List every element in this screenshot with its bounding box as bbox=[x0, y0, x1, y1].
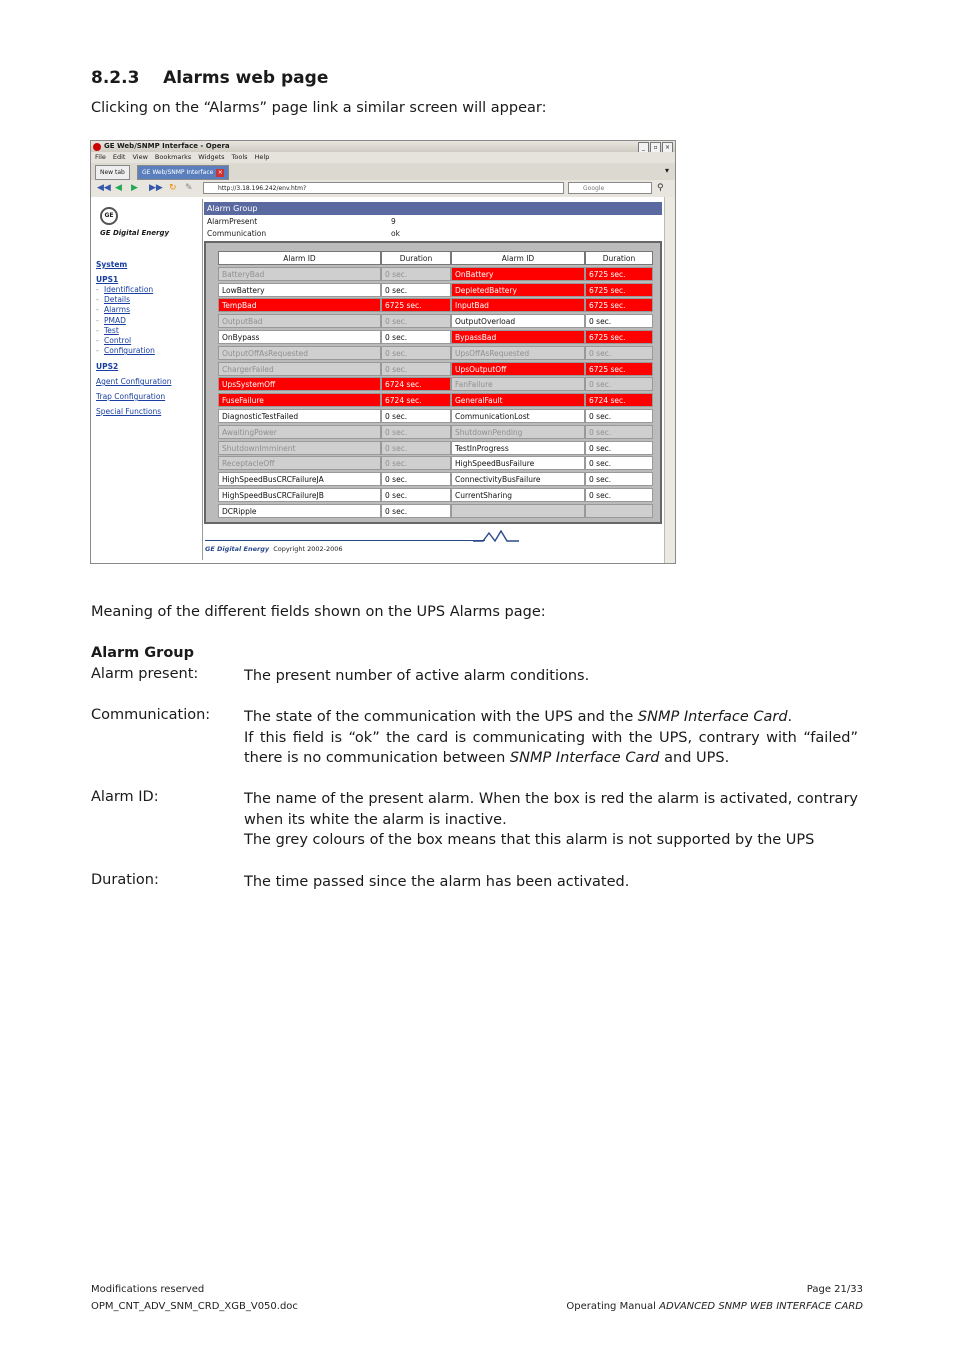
def-term-communication: Communication: bbox=[91, 707, 211, 723]
nav-bar bbox=[91, 180, 675, 197]
sidebar: GE GE Digital Energy System UPS1 - Identification - Details - Alarms - PMAD - Test - Control - Configuration UPS2 Agent Configuration Trap Configuration Special Functions bbox=[92, 199, 203, 560]
duration-cell: 0 sec. bbox=[381, 504, 451, 518]
alarm-id-cell: OutputBad bbox=[218, 314, 381, 328]
alarm-id-cell: ShutdownImminent bbox=[218, 441, 381, 455]
duration-cell: 6725 sec. bbox=[585, 362, 653, 376]
comm-p2b: and UPS. bbox=[659, 750, 730, 766]
alarm-id-cell: ChargerFailed bbox=[218, 362, 381, 376]
section-number: 8.2.3 bbox=[91, 68, 140, 88]
alarm-id-cell: TempBad bbox=[218, 298, 381, 312]
menu-bar bbox=[91, 152, 676, 163]
browser-screenshot bbox=[90, 140, 676, 564]
header-duration-2: Duration bbox=[585, 251, 653, 265]
duration-cell: 0 sec. bbox=[585, 346, 653, 360]
maximize-button[interactable]: ▫ bbox=[650, 142, 661, 153]
alarm-present-row bbox=[207, 217, 396, 226]
footer-manual-name: ADVANCED SNMP WEB INTERFACE CARD bbox=[659, 1301, 863, 1312]
sidebar-link-alarms[interactable]: Alarms bbox=[104, 305, 130, 314]
menu-bookmarks[interactable]: Bookmarks bbox=[154, 153, 192, 161]
meaning-intro: Meaning of the different fields shown on the UPS Alarms page: bbox=[91, 604, 546, 620]
duration-cell: 0 sec. bbox=[381, 472, 451, 486]
close-window-button[interactable]: × bbox=[662, 142, 673, 153]
tab-new[interactable] bbox=[95, 165, 130, 180]
duration-cell: 6724 sec. bbox=[585, 393, 653, 407]
fast-forward-icon[interactable]: ▶▶ bbox=[149, 183, 163, 193]
alarm-id-cell: UpsOffAsRequested bbox=[451, 346, 585, 360]
alarm-id-cell: CurrentSharing bbox=[451, 488, 585, 502]
alarm-id-cell: CommunicationLost bbox=[451, 409, 585, 423]
def-term-duration: Duration: bbox=[91, 872, 159, 888]
alarm-id-cell: UpsOutputOff bbox=[451, 362, 585, 376]
duration-cell: 0 sec. bbox=[585, 314, 653, 328]
duration-cell: 6725 sec. bbox=[381, 298, 451, 312]
forward-icon[interactable]: ▶ bbox=[131, 183, 138, 193]
alarm-id-cell: HighSpeedBusFailure bbox=[451, 456, 585, 470]
alarm-present-value: 9 bbox=[391, 217, 396, 226]
menu-file[interactable]: File bbox=[95, 153, 106, 161]
duration-cell: 0 sec. bbox=[585, 409, 653, 423]
duration-cell: 0 sec. bbox=[585, 488, 653, 502]
communication-row bbox=[207, 229, 400, 238]
alarm-id-cell: InputBad bbox=[451, 298, 585, 312]
intro-text: Clicking on the “Alarms” page link a similar screen will appear: bbox=[91, 100, 547, 116]
sidebar-link-configuration[interactable]: Configuration bbox=[104, 346, 155, 355]
communication-value: ok bbox=[391, 229, 400, 238]
alarm-id-cell bbox=[451, 504, 585, 518]
def-desc-communication bbox=[244, 707, 858, 769]
comm-p1a: The state of the communication with the UPS and the bbox=[244, 709, 638, 725]
reload-icon[interactable]: ↻ bbox=[169, 183, 177, 193]
comm-p1b: . bbox=[787, 709, 793, 725]
sidebar-link-details[interactable]: Details bbox=[104, 295, 131, 304]
alarm-id-cell: DiagnosticTestFailed bbox=[218, 409, 381, 423]
alarm-id-cell: UpsSystemOff bbox=[218, 377, 381, 391]
alarm-id-cell: DCRipple bbox=[218, 504, 381, 518]
tab-ge-web[interactable] bbox=[137, 165, 229, 180]
window-title: GE Web/SNMP Interface - Opera bbox=[104, 142, 230, 150]
sidebar-link-pmad[interactable]: PMAD bbox=[104, 316, 126, 325]
menu-help[interactable]: Help bbox=[254, 153, 270, 161]
header-alarm-id-2: Alarm ID bbox=[451, 251, 585, 265]
alarm-id-p2: The grey colours of the box means that this alarm is not supported by the UPS bbox=[244, 832, 815, 848]
alarm-id-cell: FuseFailure bbox=[218, 393, 381, 407]
footer-docname: OPM_CNT_ADV_SNM_CRD_XGB_V050.doc bbox=[91, 1301, 298, 1312]
duration-cell: 0 sec. bbox=[585, 456, 653, 470]
page-scrollbar[interactable] bbox=[664, 197, 675, 563]
section-heading bbox=[91, 68, 328, 88]
duration-cell: 0 sec. bbox=[381, 441, 451, 455]
duration-cell: 0 sec. bbox=[381, 425, 451, 439]
duration-cell: 0 sec. bbox=[381, 330, 451, 344]
menu-tools[interactable]: Tools bbox=[231, 153, 248, 161]
duration-cell: 6724 sec. bbox=[381, 377, 451, 391]
alarm-id-cell: FanFailure bbox=[451, 377, 585, 391]
alarm-id-cell: OutputOffAsRequested bbox=[218, 346, 381, 360]
ge-logo: GE bbox=[100, 207, 118, 225]
alarm-id-cell: HighSpeedBusCRCFailureJB bbox=[218, 488, 381, 502]
duration-cell: 0 sec. bbox=[381, 314, 451, 328]
footer-rule bbox=[205, 540, 485, 541]
menu-widgets[interactable]: Widgets bbox=[198, 153, 225, 161]
duration-cell: 0 sec. bbox=[381, 362, 451, 376]
header-alarm-id-1: Alarm ID bbox=[218, 251, 381, 265]
alarm-id-cell: AwaitingPower bbox=[218, 425, 381, 439]
sidebar-link-test[interactable]: Test bbox=[104, 326, 119, 335]
back-icon[interactable]: ◀ bbox=[115, 183, 122, 193]
duration-cell: 6725 sec. bbox=[585, 298, 653, 312]
duration-cell: 6725 sec. bbox=[585, 267, 653, 281]
footer-modifications: Modifications reserved bbox=[91, 1284, 205, 1295]
section-title: Alarms web page bbox=[163, 68, 329, 88]
search-field[interactable] bbox=[568, 182, 652, 194]
def-desc-alarm-id bbox=[244, 789, 858, 851]
def-desc-duration: The time passed since the alarm has been activated. bbox=[244, 874, 630, 890]
alarm-id-cell: ReceptacleOff bbox=[218, 456, 381, 470]
footer-page-number: Page 21/33 bbox=[806, 1284, 863, 1295]
opera-logo-icon bbox=[93, 143, 101, 151]
alarm-id-cell: ShutdownPending bbox=[451, 425, 585, 439]
duration-cell: 0 sec. bbox=[381, 267, 451, 281]
trash-icon[interactable]: ▾ bbox=[664, 166, 669, 175]
sidebar-link-special-functions[interactable]: Special Functions bbox=[96, 407, 162, 416]
footer-brand: GE Digital Energy bbox=[205, 545, 270, 553]
copyright-text: Copyright 2002-2006 bbox=[273, 545, 343, 553]
duration-cell: 0 sec. bbox=[381, 409, 451, 423]
alarm-id-cell: LowBattery bbox=[218, 283, 381, 297]
alarm-id-cell: TestInProgress bbox=[451, 441, 585, 455]
alarm-id-cell: OutputOverload bbox=[451, 314, 585, 328]
pulse-graphic bbox=[473, 529, 519, 543]
duration-cell: 0 sec. bbox=[381, 346, 451, 360]
menu-view[interactable]: View bbox=[132, 153, 148, 161]
def-term-alarm-id: Alarm ID: bbox=[91, 789, 159, 805]
def-desc-alarm-present: The present number of active alarm conditions. bbox=[244, 668, 590, 684]
copyright-line bbox=[205, 545, 343, 553]
duration-cell: 0 sec. bbox=[381, 283, 451, 297]
alarm-id-cell: GeneralFault bbox=[451, 393, 585, 407]
comm-p1em: SNMP Interface Card bbox=[637, 709, 788, 725]
duration-cell: 6724 sec. bbox=[381, 393, 451, 407]
tab-close-icon[interactable]: × bbox=[217, 169, 223, 176]
alarm-present-label: AlarmPresent bbox=[207, 217, 258, 226]
tab-ge-web-label: GE Web/SNMP Interface bbox=[142, 169, 214, 176]
sidebar-link-agent-configuration[interactable]: Agent Configuration bbox=[96, 377, 172, 386]
duration-cell bbox=[585, 504, 653, 518]
duration-cell: 0 sec. bbox=[585, 425, 653, 439]
footer-manual-prefix: Operating Manual bbox=[566, 1301, 660, 1312]
alarm-id-cell: OnBattery bbox=[451, 267, 585, 281]
sidebar-brand: GE Digital Energy bbox=[100, 229, 170, 237]
binoculars-icon[interactable]: ⚲ bbox=[657, 183, 664, 193]
address-url: http://3.18.196.242/env.htm? bbox=[218, 185, 307, 192]
rewind-icon[interactable]: ◀◀ bbox=[97, 183, 111, 193]
duration-cell: 0 sec. bbox=[381, 488, 451, 502]
duration-cell: 0 sec. bbox=[585, 441, 653, 455]
duration-cell: 6725 sec. bbox=[585, 330, 653, 344]
communication-label: Communication bbox=[207, 229, 267, 238]
page-area bbox=[91, 197, 675, 563]
duration-cell: 0 sec. bbox=[585, 377, 653, 391]
alarm-group-bar: Alarm Group bbox=[204, 202, 662, 215]
footer-manual-title bbox=[566, 1301, 863, 1312]
sidebar-link-ups1[interactable]: UPS1 bbox=[96, 275, 119, 284]
alarm-id-cell: DepletedBattery bbox=[451, 283, 585, 297]
alarm-id-cell: ConnectivityBusFailure bbox=[451, 472, 585, 486]
minimize-button[interactable]: _ bbox=[638, 142, 649, 153]
sidebar-link-trap-configuration[interactable]: Trap Configuration bbox=[96, 392, 166, 401]
search-placeholder: Google bbox=[583, 185, 605, 192]
comm-p2em: SNMP Interface Card bbox=[509, 750, 660, 766]
window-titlebar bbox=[91, 141, 675, 152]
address-bar[interactable] bbox=[203, 182, 564, 194]
header-duration-1: Duration bbox=[381, 251, 451, 265]
tab-new-label: New tab bbox=[100, 169, 125, 176]
alarm-id-cell: OnBypass bbox=[218, 330, 381, 344]
edit-icon[interactable]: ✎ bbox=[185, 183, 193, 193]
alarm-id-cell: BypassBad bbox=[451, 330, 585, 344]
sidebar-link-identification[interactable]: Identification bbox=[104, 285, 154, 294]
def-term-alarm-present: Alarm present: bbox=[91, 666, 199, 682]
alarm-id-p1: The name of the present alarm. When the box is red the alarm is activated, contrary when its white the alarm is inactive. bbox=[244, 791, 858, 828]
content-area bbox=[203, 199, 663, 562]
sidebar-link-control[interactable]: Control bbox=[104, 336, 132, 345]
tab-bar bbox=[91, 163, 675, 180]
comm-p2a: If this field is “ok” the card is communicating with the UPS, contrary with “failed” there is no communication between bbox=[244, 729, 858, 766]
duration-cell: 0 sec. bbox=[381, 456, 451, 470]
alarm-id-cell: HighSpeedBusCRCFailureJA bbox=[218, 472, 381, 486]
alarm-id-cell: BatteryBad bbox=[218, 267, 381, 281]
alarm-group-heading: Alarm Group bbox=[91, 645, 195, 661]
duration-cell: 0 sec. bbox=[585, 472, 653, 486]
sidebar-link-system[interactable]: System bbox=[96, 260, 128, 269]
duration-cell: 6725 sec. bbox=[585, 283, 653, 297]
alarm-table-frame bbox=[204, 241, 662, 524]
sidebar-link-ups2[interactable]: UPS2 bbox=[96, 362, 119, 371]
menu-edit[interactable]: Edit bbox=[112, 153, 126, 161]
